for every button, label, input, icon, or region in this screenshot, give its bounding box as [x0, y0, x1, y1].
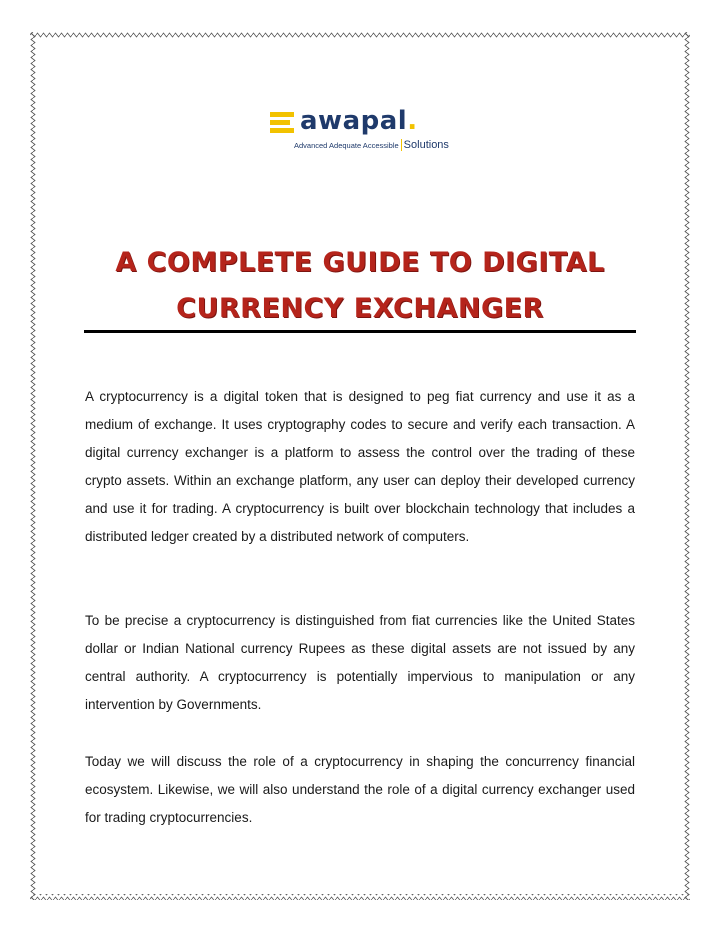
logo-solutions: Solutions	[401, 139, 449, 151]
logo-tagline: Advanced Adequate Accessible Solutions	[294, 139, 449, 151]
paragraph-today: Today we will discuss the role of a cryptocurrency in shaping the concurrency financial ecosystem. Likewise, we will also understand the role of a digital currency exchanger used for trading cryptocurrencies.	[85, 754, 635, 825]
title-line-1: A COMPLETE GUIDE TO DIGITAL	[115, 247, 605, 278]
title-line-2: CURRENCY EXCHANGER	[176, 293, 544, 324]
logo-wordmark: awapal.	[300, 106, 418, 136]
paragraph-intro: A cryptocurrency is a digital token that is designed to peg fiat currency and use it as a medium of exchange. It uses cryptography codes to secure and verify each transaction. A digital currency exchanger is a platform to assess the control over the trading of these crypto assets. Within an exchange platform, any user can deploy their developed currency and use it for trading. A cryptocurrency is built over blockchain technology that includes a distributed ledger created by a distributed network of computers.	[85, 389, 635, 544]
company-logo	[270, 106, 460, 156]
paragraph-fiat-comparison: To be precise a cryptocurrency is distinguished from fiat currencies like the United States dollar or Indian National currency Rupees as these digital assets are not issued by any central authority. A cryptocurrency is potentially impervious to manipulation or any intervention by Governments.	[85, 613, 635, 712]
title-underline	[84, 330, 636, 333]
document-title	[84, 240, 636, 332]
logo-stripes-icon	[270, 110, 298, 136]
